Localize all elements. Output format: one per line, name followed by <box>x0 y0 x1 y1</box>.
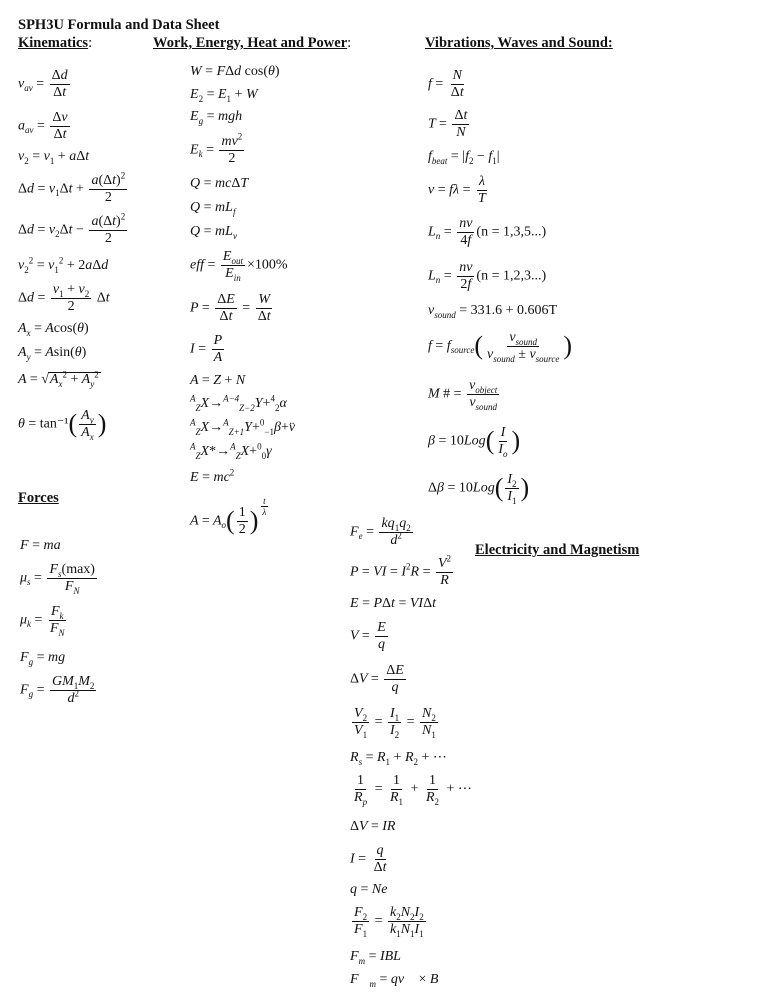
formula-magnetic-force-charge: $F⃗_m$ = qv⃗ × B⃗ <box>350 972 450 989</box>
formula-a-magnitude: $A = √A_x^2 + A_y^2$ <box>18 369 99 389</box>
formula-q-heat: Q = mcΔT <box>190 176 249 191</box>
formula-d-v1: $\Delta d = v_1\Delta t$ + $\frac{a(\Delta t)^2}{2}$ <box>18 170 126 205</box>
formula-magnetic-force-wire: $F_m$ = IBL <box>350 949 401 966</box>
sound-constant: = 331.6 + 0.606T <box>459 303 558 318</box>
formula-frequency: f = $\frac{N}{\Delta t}$ <box>428 68 464 100</box>
formula-v2: $v_2 = v_1 + a\Delta t$ <box>18 149 90 166</box>
formula-electric-power: P = VI = $I^2R$ = $\frac{V^2}{R}$ <box>350 553 452 588</box>
formula-gamma-decay: $^A_Z$X*→$^A_Z$X+$^0_0$γ <box>190 441 272 461</box>
formula-v2-squared: $v_2^2 = v_1^2 + 2a\Delta d$ <box>18 255 109 275</box>
formula-open-pipe: $L_n$ = $\frac{nv}{2f}$ (n = 1,2,3...) <box>428 260 547 292</box>
formula-voltage: V = $\frac{E}{q}$ <box>350 620 386 652</box>
formula-doppler: $f = f_{source}$( $\frac{v_{sound}}{v_{sound} \pm v_{source}}$ ) <box>428 330 573 364</box>
section-electricity: Electricity and Magnetism <box>475 542 640 558</box>
formula-efficiency: eff = $\frac{E_{out}}{E_{in}}$ ×100% <box>190 249 288 283</box>
work-heading: Work, Energy, Heat and Power <box>153 35 348 51</box>
formula-electric-energy: E = PΔt = VIΔt <box>350 596 436 611</box>
tan-inverse: tan⁻¹ <box>39 416 69 432</box>
formula-intensity: I = $\frac{P}{A}$ <box>190 333 223 365</box>
section-forces: Forces <box>18 490 59 506</box>
formula-gravity: $F_g$ = mg <box>20 650 66 667</box>
page-title: SPH3U Formula and Data Sheet <box>18 17 220 33</box>
formula-current: I = $\frac{q}{\Delta t}$ <box>350 843 387 875</box>
formula-vav: $v_{av}$ = $\frac{\Delta d}{\Delta t}$ <box>18 68 68 100</box>
formula-d-avg: Δd = $\frac{v_1 + v_2}{2}$ Δt <box>18 282 110 314</box>
formula-decibel-change: Δβ = 10Log( $\frac{I_2}{I_1}$ ) <box>428 472 530 506</box>
colon-2: : <box>347 35 352 51</box>
n-odd: (n = 1,3,5...) <box>476 224 547 240</box>
section-kinematics <box>18 35 92 52</box>
formula-ay: $A_y = Asin(\theta)$ <box>18 345 87 362</box>
formula-speed-of-sound: $v_{sound} = 331.6 + 0.606T$ <box>428 303 558 320</box>
formula-gravitation: $F_g$ = $\frac{GM_1M_2}{d^2}$ <box>20 674 95 706</box>
formula-d-v2: $\Delta d = v_2\Delta t$ − $\frac{a(\Delta t)^2}{2}$ <box>18 211 126 246</box>
formula-mu-static: $\mu_s$ = $\frac{F_s(\max)}{F_N}$ <box>20 562 95 596</box>
formula-aav: $a_{av}$ = $\frac{\Delta v}{\Delta t}$ <box>18 110 68 142</box>
formula-series-resistance: $R_s = R_1 + R_2$ + ⋯ <box>350 750 447 767</box>
formula-eg: $E_g$ = mgh <box>190 109 243 126</box>
formula-period: T = $\frac{\Delta t}{N}$ <box>428 108 468 140</box>
formula-work: W = FΔd cos(θ) <box>190 64 280 79</box>
formula-ek: $E_k$ = $\frac{mv^2}{2}$ <box>190 131 243 166</box>
max-label: (max) <box>61 562 95 577</box>
formula-ohms-law: ΔV = IR <box>350 819 396 834</box>
formula-ax: $A_x = Acos(\theta)$ <box>18 321 89 338</box>
formula-coulomb: $F_e$ = $\frac{kq_1q_2}{d^2}$ <box>350 516 411 548</box>
formula-e2: $E_2 = E_1 + W$ <box>190 87 258 104</box>
colon-1: : <box>88 35 93 51</box>
formula-wave-speed: v = fλ = $\frac{\lambda}{T}$ <box>428 174 486 206</box>
formula-half-life: $A = A_o$( $\frac{1}{2}$ ) $^{\frac{t}{\lambda}}$ <box>190 496 267 537</box>
formula-decibel: β = 10Log( $\frac{I}{I_o}$ ) <box>428 425 521 459</box>
section-waves: Vibrations, Waves and Sound: <box>425 35 613 51</box>
formula-beta-decay: $^A_Z$X→$^A_{Z+1}$Y+$^0_{-1}$β+v̈ <box>190 417 296 437</box>
formula-newton-second: F = ma <box>20 538 61 553</box>
formula-closed-pipe: $L_n$ = $\frac{nv}{4f}$ (n = 1,3,5...) <box>428 216 547 248</box>
formula-mach: M # = $\frac{v_{object}}{v_{sound}}$ <box>428 378 498 412</box>
formula-mass-number: A = Z + N <box>190 373 246 388</box>
formula-force-ratio: $\frac{F_2}{F_1}$ = $\frac{k_2N_2I_2}{k_1N_1I_1}$ <box>354 905 424 939</box>
formula-parallel-resistance: $\frac{1}{R_p}$ = $\frac{1}{R_1}$ + $\frac{1}{R_2}$ + ⋯ <box>354 773 472 807</box>
formula-mu-kinetic: $\mu_k$ = $\frac{F_k}{F_N}$ <box>20 604 65 638</box>
formula-power: P = $\frac{\Delta E}{\Delta t}$ = $\frac{W}{\Delta t}$ <box>190 292 271 324</box>
section-work-energy <box>153 35 351 52</box>
formula-alpha-decay: $^A_Z$X→$^{A-4}_{Z-2}$Y+$^4_2$α <box>190 393 287 413</box>
formula-q-vapour: $Q = mL_v$ <box>190 224 237 241</box>
formula-potential-difference: ΔV = $\frac{\Delta E}{q}$ <box>350 663 404 695</box>
n-all: (n = 1,2,3...) <box>476 268 547 284</box>
formula-beat: $f_{beat} = |f_2 - f_1|$ <box>428 149 500 166</box>
formula-q-fusion: $Q = mL_f$ <box>190 200 236 217</box>
formula-charge: q = Ne <box>350 882 388 897</box>
formula-theta: θ = tan⁻¹( $\frac{A_y}{A_x}$ ) <box>18 408 107 442</box>
times-100: ×100% <box>246 257 288 273</box>
kinematics-heading: Kinematics <box>18 35 89 51</box>
formula-mass-energy: $E = mc^2$ <box>190 467 235 485</box>
formula-transformer: $\frac{V_2}{V_1}$ = $\frac{I_1}{I_2}$ = $\frac{N_2}{N_1}$ <box>354 706 436 740</box>
